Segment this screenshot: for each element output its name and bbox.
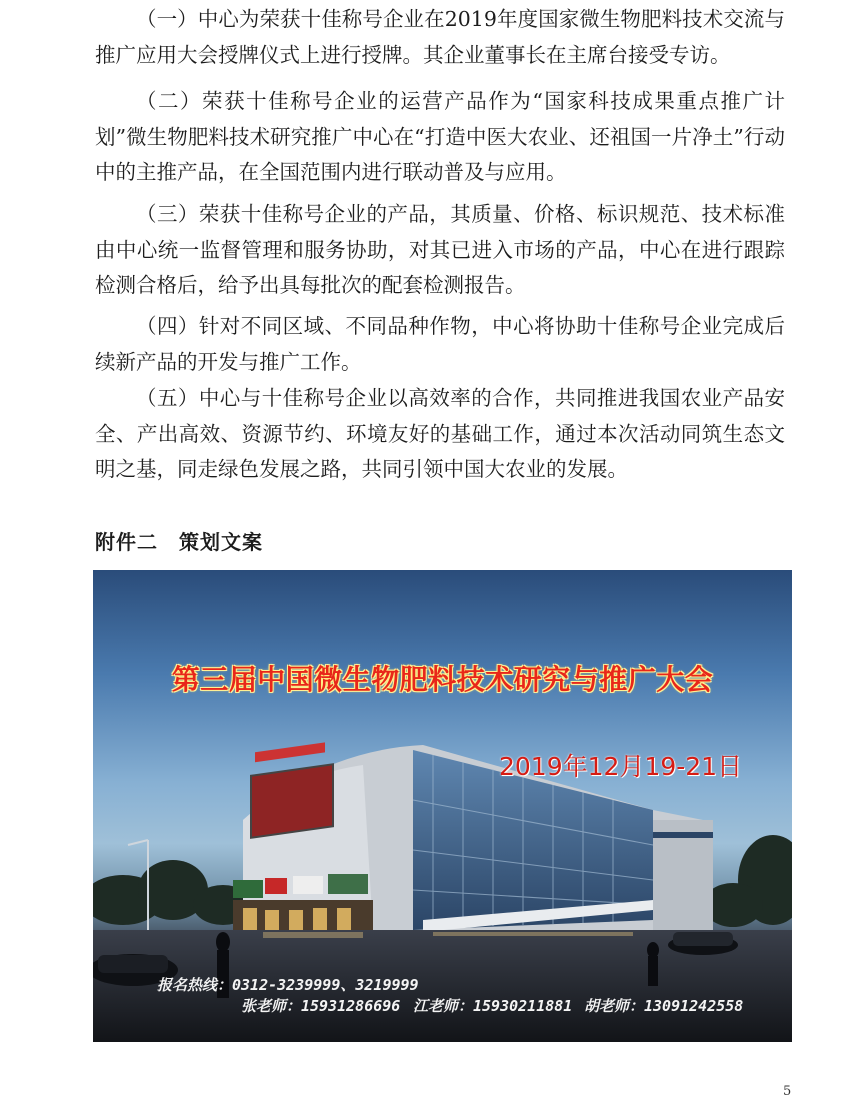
- paragraph-1: （一）中心为荣获十佳称号企业在2019年度国家微生物肥料技术交流与推广应用大会授牌仪式上进行授牌。其企业董事长在主席台接受专访。: [95, 7, 785, 67]
- paragraph-5: （五）中心与十佳称号企业以高效率的合作，共同推进我国农业产品安全、产出高效、资源节约、环境友好的基础工作，通过本次活动同筑生态文明之基，同走绿色发展之路，共同引领中国大农业的发展。: [95, 386, 785, 481]
- poster-contact-jiang: 江老师：15930211881: [413, 997, 573, 1015]
- page-number: 5: [783, 1084, 792, 1099]
- event-poster-image: [93, 570, 792, 1042]
- poster-hotline: 报名热线：0312-3239999、3219999: [157, 976, 419, 994]
- paragraph-2: （二）荣获十佳称号企业的运营产品作为“国家科技成果重点推广计划”微生物肥料技术研究推广中心在“打造中医大农业、还祖国一片净土”行动中的主推产品，在全国范围内进行联动普及与应用。: [95, 89, 785, 184]
- poster-title: 第三届中国微生物肥料技术研究与推广大会: [171, 663, 714, 696]
- poster-contact-zhang: 张老师：15931286696: [241, 997, 401, 1015]
- paragraph-4: （四）针对不同区域、不同品种作物，中心将协助十佳称号企业完成后续新产品的开发与推广工作。: [95, 314, 785, 374]
- poster-contact-hu: 胡老师：13091242558: [584, 997, 744, 1015]
- poster-date: 2019年12月19-21日: [499, 752, 743, 781]
- building-illustration: [93, 570, 792, 1042]
- paragraph-3: （三）荣获十佳称号企业的产品，其质量、价格、标识规范、技术标准由中心统一监督管理和服务协助，对其已进入市场的产品，中心在进行跟踪检测合格后，给予出具每批次的配套检测报告。: [95, 202, 785, 297]
- attachment-heading: 附件二 策划文案: [95, 530, 263, 554]
